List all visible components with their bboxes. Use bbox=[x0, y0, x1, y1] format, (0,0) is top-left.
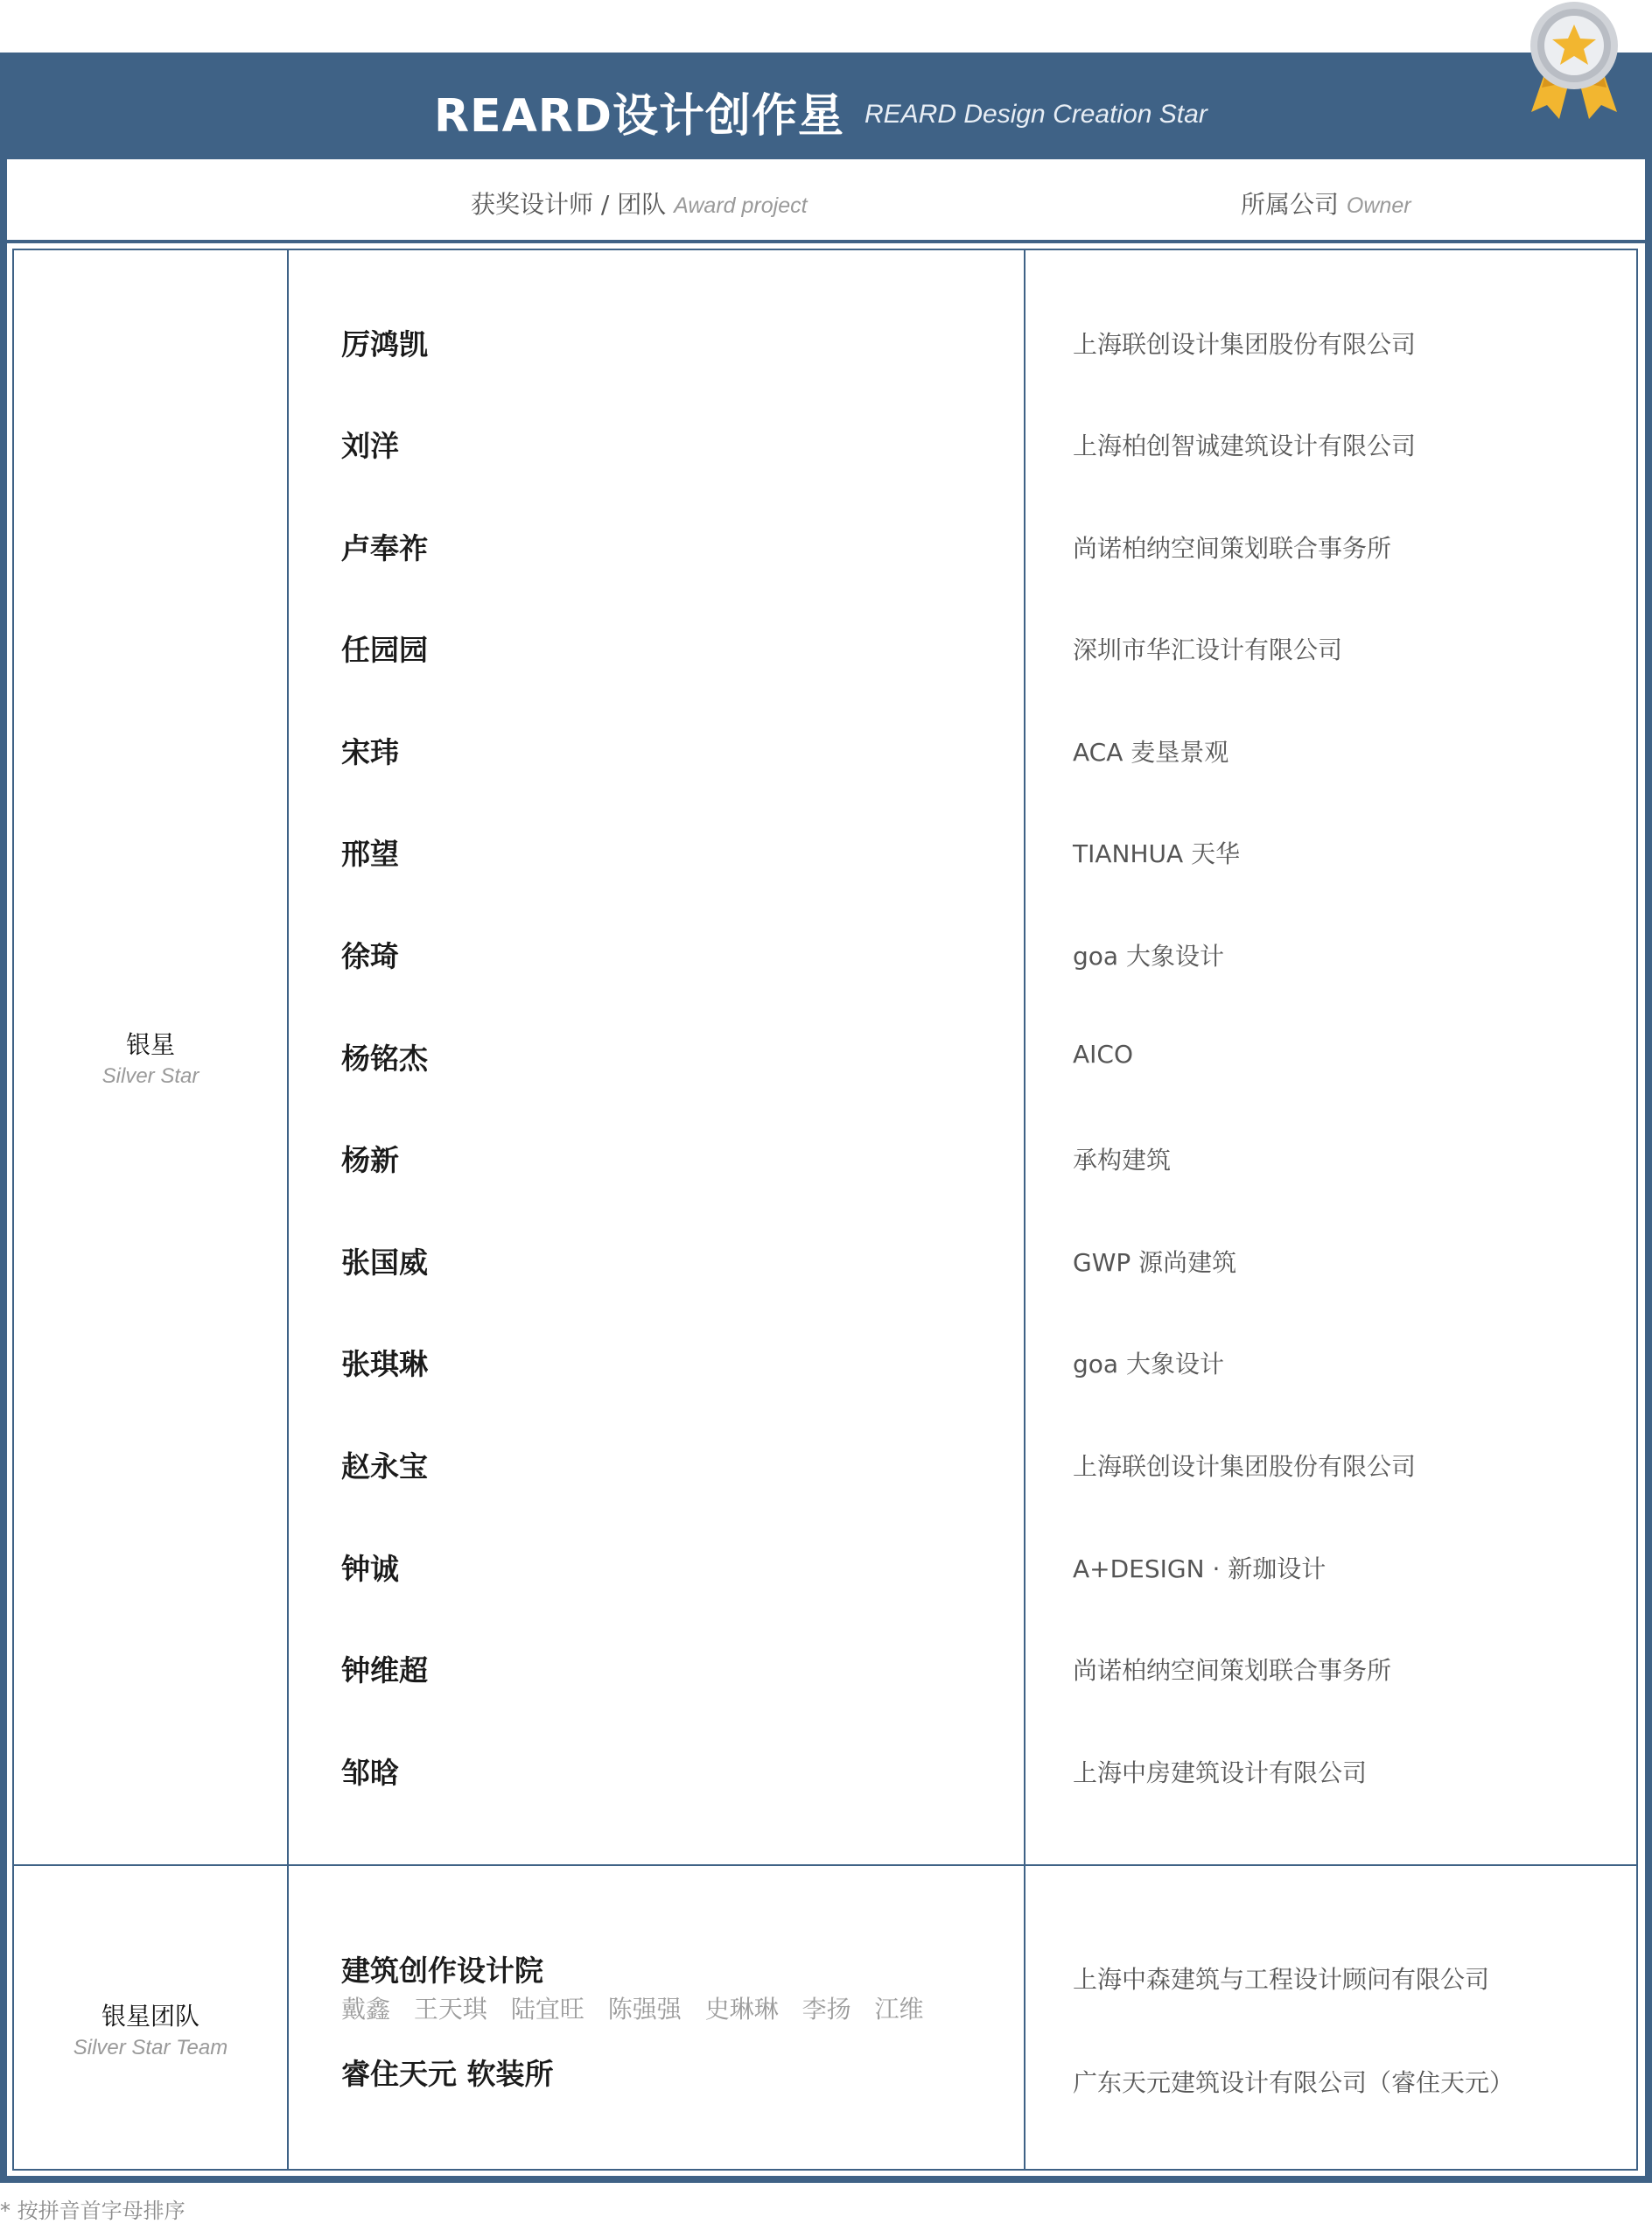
designer-name: 钟维超 bbox=[341, 1653, 428, 1687]
column-divider bbox=[287, 249, 289, 2171]
designer-name: 卢奉祚 bbox=[341, 531, 428, 565]
owner-company: GWP 源尚建筑 bbox=[1073, 1248, 1237, 1277]
owner-company: 上海柏创智诚建筑设计有限公司 bbox=[1073, 431, 1417, 460]
owner-company: A+DESIGN · 新珈设计 bbox=[1073, 1554, 1326, 1583]
team-member: 陈强强 bbox=[607, 1995, 682, 2024]
designer-name: 钟诚 bbox=[341, 1552, 399, 1586]
team-member: 史琳琳 bbox=[704, 1995, 779, 2024]
owner-company: ACA 麦垦景观 bbox=[1073, 738, 1229, 767]
owner-company: TIANHUA 天华 bbox=[1073, 839, 1241, 868]
designer-name: 刘洋 bbox=[341, 429, 399, 463]
column-header-owner: 所属公司 Owner bbox=[1241, 190, 1411, 219]
row-divider bbox=[12, 1864, 1638, 1866]
team-member: 陆宜旺 bbox=[510, 1995, 584, 2024]
owner-company: 上海中房建筑设计有限公司 bbox=[1073, 1758, 1368, 1787]
owner-company: goa 大象设计 bbox=[1073, 1350, 1224, 1379]
award-medal-star-icon bbox=[1522, 0, 1626, 123]
designer-name: 赵永宝 bbox=[341, 1449, 428, 1484]
owner-company: AICO bbox=[1073, 1040, 1134, 1069]
page-subtitle: REARD Design Creation Star bbox=[864, 100, 1208, 129]
tier-label-silver-star: 银星 Silver Star bbox=[102, 1030, 200, 1088]
designer-name: 杨新 bbox=[341, 1143, 399, 1177]
designer-name: 邹晗 bbox=[341, 1756, 399, 1790]
awards-table bbox=[12, 249, 1638, 2171]
column-divider bbox=[1024, 249, 1026, 2171]
column-headers bbox=[7, 159, 1645, 240]
owner-company: goa 大象设计 bbox=[1073, 942, 1224, 971]
tier-label-silver-star-team: 银星团队 Silver Star Team bbox=[73, 2002, 228, 2059]
owner-company: 深圳市华汇设计有限公司 bbox=[1073, 635, 1343, 664]
designer-name: 厉鸿凯 bbox=[341, 327, 428, 361]
owner-company: 尚诺柏纳空间策划联合事务所 bbox=[1073, 1656, 1392, 1685]
designer-name: 任园园 bbox=[341, 633, 428, 667]
owner-company: 广东天元建筑设计有限公司（睿住天元） bbox=[1073, 2068, 1515, 2097]
team-member: 江维 bbox=[874, 1995, 924, 2024]
designer-name: 杨铭杰 bbox=[341, 1042, 428, 1076]
team-name: 睿住天元 软装所 bbox=[341, 2057, 554, 2091]
owner-company: 承构建筑 bbox=[1073, 1146, 1172, 1175]
team-member: 李扬 bbox=[802, 1995, 851, 2024]
team-member: 王天琪 bbox=[413, 1995, 487, 2024]
page-header bbox=[0, 53, 1652, 159]
designer-name: 徐琦 bbox=[341, 939, 399, 973]
team-name: 建筑创作设计院 bbox=[341, 1954, 543, 1988]
team-member: 戴鑫 bbox=[341, 1995, 391, 2024]
designer-name: 张琪琳 bbox=[341, 1347, 428, 1381]
column-header-project: 获奖设计师 / 团队 Award project bbox=[471, 190, 808, 219]
owner-company: 上海联创设计集团股份有限公司 bbox=[1073, 1452, 1417, 1481]
owner-company: 尚诺柏纳空间策划联合事务所 bbox=[1073, 534, 1392, 563]
owner-company: 上海联创设计集团股份有限公司 bbox=[1073, 330, 1417, 359]
page-title: REARD设计创作星 bbox=[434, 90, 845, 143]
designer-name: 张国威 bbox=[341, 1245, 428, 1280]
team-members bbox=[341, 1990, 940, 2025]
designer-name: 邢望 bbox=[341, 837, 399, 871]
sort-footnote: * 按拼音首字母排序 bbox=[0, 2199, 186, 2223]
designer-name: 宋玮 bbox=[341, 735, 399, 769]
owner-company: 上海中森建筑与工程设计顾问有限公司 bbox=[1073, 1965, 1490, 1994]
